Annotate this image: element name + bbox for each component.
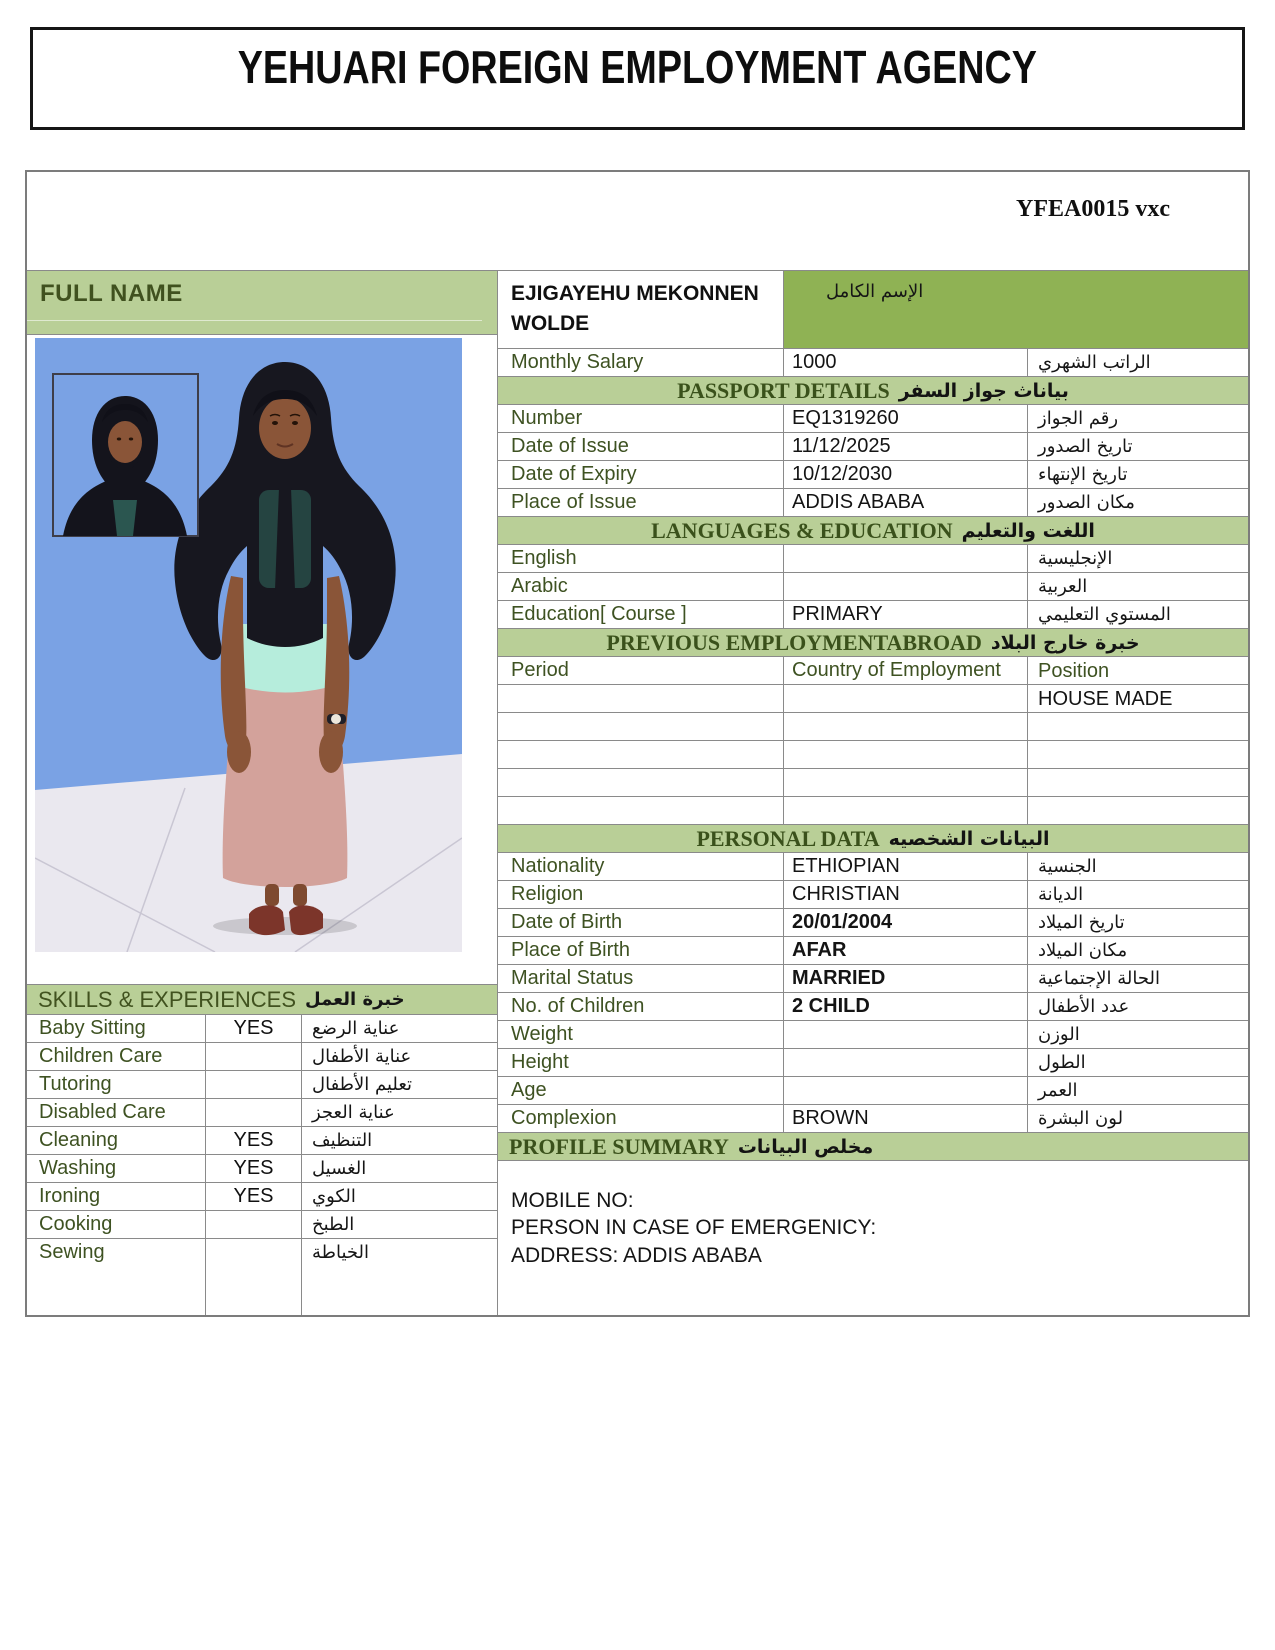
skills-section-header bbox=[27, 984, 497, 1014]
personal-data-title-arabic: البيانات الشخصيه bbox=[888, 827, 1050, 850]
personal-field-value: 2 CHILD bbox=[783, 993, 1027, 1020]
language-value bbox=[783, 545, 1027, 572]
personal-field-value: BROWN bbox=[783, 1105, 1027, 1132]
column-country: Country of Employment bbox=[783, 657, 1027, 684]
skill-value bbox=[205, 1211, 301, 1238]
details-column bbox=[497, 270, 1248, 1315]
previous-employment-row bbox=[498, 684, 1248, 712]
languages-section-title: LANGUAGES & EDUCATION bbox=[651, 517, 953, 543]
personal-field-label: Weight bbox=[511, 1023, 573, 1045]
personal-field-label: Height bbox=[511, 1051, 569, 1073]
full-name-row bbox=[498, 271, 1248, 348]
personal-field-label: Religion bbox=[511, 883, 584, 905]
skill-row bbox=[27, 1014, 497, 1042]
personal-field-label-arabic: الحالة الإجتماعية bbox=[1027, 965, 1248, 992]
personal-field-value: ETHIOPIAN bbox=[783, 853, 1027, 880]
language-row bbox=[498, 572, 1248, 600]
language-label: Arabic bbox=[511, 575, 568, 597]
passport-field-label: Date of Expiry bbox=[511, 463, 637, 485]
previous-employment-row bbox=[498, 796, 1248, 824]
skill-label: Sewing bbox=[39, 1241, 105, 1263]
passport-field-label-arabic: تاريخ الصدور bbox=[1027, 433, 1248, 460]
personal-field-value: MARRIED bbox=[783, 965, 1027, 992]
monthly-salary-label-arabic: الراتب الشهري bbox=[1027, 349, 1248, 376]
personal-field-label-arabic: الطول bbox=[1027, 1049, 1248, 1076]
summary-mobile-line: MOBILE NO: bbox=[511, 1189, 634, 1212]
previous-employment-columns bbox=[498, 656, 1248, 684]
skill-value bbox=[205, 1239, 301, 1315]
passport-section-title: PASSPORT DETAILS bbox=[677, 377, 890, 403]
monthly-salary-row bbox=[498, 348, 1248, 376]
full-name-cell-divider bbox=[27, 320, 482, 321]
personal-field-label: No. of Children bbox=[511, 995, 645, 1017]
skill-value: YES bbox=[205, 1183, 301, 1210]
column-position: Position bbox=[1027, 657, 1248, 684]
skills-title: SKILLS & EXPERIENCES bbox=[38, 986, 296, 1012]
passport-field-label-arabic: رقم الجواز bbox=[1027, 405, 1248, 432]
summary-emergency-line: PERSON IN CASE OF EMERGENICY: bbox=[511, 1216, 877, 1240]
skill-label-arabic: الغسيل bbox=[301, 1155, 497, 1182]
agency-header-box bbox=[30, 27, 1245, 130]
personal-field-label-arabic: الجنسية bbox=[1027, 853, 1248, 880]
personal-field-value: AFAR bbox=[783, 937, 1027, 964]
candidate-headshot-inset bbox=[53, 374, 198, 536]
employment-country bbox=[783, 797, 1027, 824]
personal-field-value: CHRISTIAN bbox=[783, 881, 1027, 908]
personal-data-row bbox=[498, 964, 1248, 992]
skill-label-arabic: عناية الأطفال bbox=[301, 1043, 497, 1070]
skill-label-arabic: الطبخ bbox=[301, 1211, 497, 1238]
personal-field-label-arabic: الوزن bbox=[1027, 1021, 1248, 1048]
personal-data-row bbox=[498, 1076, 1248, 1104]
skill-label: Disabled Care bbox=[39, 1101, 166, 1123]
candidate-photo bbox=[35, 338, 462, 952]
previous-employment-title-arabic: خبرة خارج البلاد bbox=[990, 631, 1140, 654]
employment-position bbox=[1027, 713, 1248, 740]
skill-label: Cleaning bbox=[39, 1129, 118, 1151]
full-name-label-arabic: الإسم الكامل bbox=[783, 271, 1248, 348]
previous-employment-title: PREVIOUS EMPLOYMENTABROAD bbox=[606, 629, 982, 655]
skill-label: Ironing bbox=[39, 1185, 101, 1207]
employment-period bbox=[498, 741, 783, 768]
language-label-arabic: العربية bbox=[1027, 573, 1248, 600]
previous-employment-row bbox=[498, 740, 1248, 768]
language-value bbox=[783, 573, 1027, 600]
skill-row bbox=[27, 1182, 497, 1210]
passport-field-label: Place of Issue bbox=[511, 491, 637, 513]
agency-title: YEHUARI FOREIGN EMPLOYMENT AGENCY bbox=[237, 41, 1038, 93]
skill-label: Tutoring bbox=[39, 1073, 112, 1095]
personal-field-label: Marital Status bbox=[511, 967, 634, 989]
passport-field-label-arabic: مكان الصدور bbox=[1027, 489, 1248, 516]
profile-summary-body bbox=[498, 1160, 1248, 1315]
employment-position bbox=[1027, 769, 1248, 796]
skill-label-arabic: تعليم الأطفال bbox=[301, 1071, 497, 1098]
skill-row bbox=[27, 1042, 497, 1070]
skill-value bbox=[205, 1043, 301, 1070]
personal-field-label: Date of Birth bbox=[511, 911, 623, 933]
passport-field-value: 10/12/2030 bbox=[783, 461, 1027, 488]
full-name-value: EJIGAYEHU MEKONNEN WOLDE bbox=[511, 282, 759, 336]
personal-data-row bbox=[498, 880, 1248, 908]
skill-label-arabic: الخياطة bbox=[301, 1239, 497, 1315]
employment-country bbox=[783, 713, 1027, 740]
skill-label-arabic: التنظيف bbox=[301, 1127, 497, 1154]
previous-employment-section-header bbox=[498, 628, 1248, 656]
personal-data-row bbox=[498, 1104, 1248, 1132]
language-label-arabic: الإنجليسية bbox=[1027, 545, 1248, 572]
personal-data-row bbox=[498, 1020, 1248, 1048]
skill-label-arabic: عناية الرضع bbox=[301, 1015, 497, 1042]
language-row bbox=[498, 544, 1248, 572]
candidate-photo-graphic bbox=[35, 338, 462, 952]
skill-value: YES bbox=[205, 1127, 301, 1154]
personal-field-label-arabic: مكان الميلاد bbox=[1027, 937, 1248, 964]
personal-data-row bbox=[498, 852, 1248, 880]
education-label-arabic: المستوي التعليمي bbox=[1027, 601, 1248, 628]
skill-row bbox=[27, 1238, 497, 1315]
education-label: Education[ Course ] bbox=[511, 603, 687, 625]
passport-row bbox=[498, 404, 1248, 432]
personal-field-label: Place of Birth bbox=[511, 939, 630, 961]
passport-field-label: Number bbox=[511, 407, 583, 429]
summary-address-line: ADDRESS: ADDIS ABABA bbox=[511, 1243, 762, 1267]
personal-field-label-arabic: الديانة bbox=[1027, 881, 1248, 908]
skill-row bbox=[27, 1126, 497, 1154]
passport-section-title-arabic: بياناث جواز السفر bbox=[898, 379, 1069, 402]
employment-position bbox=[1027, 741, 1248, 768]
previous-employment-row bbox=[498, 712, 1248, 740]
employment-position: HOUSE MADE bbox=[1027, 685, 1248, 712]
passport-row bbox=[498, 432, 1248, 460]
personal-data-title: PERSONAL DATA bbox=[696, 825, 880, 851]
full-name-header-cell bbox=[27, 270, 497, 335]
personal-field-label-arabic: العمر bbox=[1027, 1077, 1248, 1104]
employment-country bbox=[783, 685, 1027, 712]
personal-field-label-arabic: لون البشرة bbox=[1027, 1105, 1248, 1132]
personal-field-value bbox=[783, 1077, 1027, 1104]
skill-label: Cooking bbox=[39, 1213, 113, 1235]
employment-period bbox=[498, 797, 783, 824]
personal-data-row bbox=[498, 1048, 1248, 1076]
skill-row bbox=[27, 1070, 497, 1098]
skill-row bbox=[27, 1154, 497, 1182]
employment-period bbox=[498, 713, 783, 740]
passport-field-label-arabic: تاريخ الإنتهاء bbox=[1027, 461, 1248, 488]
personal-data-row bbox=[498, 908, 1248, 936]
skill-label: Children Care bbox=[39, 1045, 163, 1067]
language-label: English bbox=[511, 547, 577, 569]
personal-field-label-arabic: تاريخ الميلاد bbox=[1027, 909, 1248, 936]
employment-period bbox=[498, 769, 783, 796]
employment-country bbox=[783, 741, 1027, 768]
skill-value: YES bbox=[205, 1015, 301, 1042]
skill-label-arabic: الكوي bbox=[301, 1183, 497, 1210]
biodata-table bbox=[25, 170, 1250, 1317]
education-value: PRIMARY bbox=[783, 601, 1027, 628]
personal-field-label-arabic: عدد الأطفال bbox=[1027, 993, 1248, 1020]
skill-value bbox=[205, 1099, 301, 1126]
passport-row bbox=[498, 460, 1248, 488]
personal-data-row bbox=[498, 936, 1248, 964]
languages-section-header bbox=[498, 516, 1248, 544]
personal-field-value bbox=[783, 1021, 1027, 1048]
personal-data-row bbox=[498, 992, 1248, 1020]
skill-value: YES bbox=[205, 1155, 301, 1182]
passport-field-label: Date of Issue bbox=[511, 435, 629, 457]
skills-title-arabic: خبرة العمل bbox=[305, 989, 405, 1010]
personal-data-section-header bbox=[498, 824, 1248, 852]
skill-label: Baby Sitting bbox=[39, 1017, 146, 1039]
passport-field-value: 11/12/2025 bbox=[783, 433, 1027, 460]
personal-field-label: Complexion bbox=[511, 1107, 617, 1129]
passport-field-value: EQ1319260 bbox=[783, 405, 1027, 432]
profile-summary-title-arabic: مخلص البيانات bbox=[737, 1135, 874, 1158]
employment-period bbox=[498, 685, 783, 712]
languages-section-title-arabic: اللغت والتعليم bbox=[961, 519, 1095, 542]
full-name-label: FULL NAME bbox=[40, 280, 183, 307]
skill-row bbox=[27, 1098, 497, 1126]
skill-value bbox=[205, 1071, 301, 1098]
personal-field-value bbox=[783, 1049, 1027, 1076]
passport-section-header bbox=[498, 376, 1248, 404]
previous-employment-row bbox=[498, 768, 1248, 796]
profile-summary-section-header bbox=[498, 1132, 1248, 1160]
passport-field-value: ADDIS ABABA bbox=[783, 489, 1027, 516]
monthly-salary-label: Monthly Salary bbox=[511, 351, 644, 373]
skill-row bbox=[27, 1210, 497, 1238]
skill-label-arabic: عناية العجز bbox=[301, 1099, 497, 1126]
skills-section bbox=[27, 984, 497, 1315]
personal-field-label: Nationality bbox=[511, 855, 605, 877]
education-row bbox=[498, 600, 1248, 628]
reference-code: YFEA0015 vxc bbox=[1016, 196, 1170, 222]
profile-summary-title: PROFILE SUMMARY bbox=[509, 1133, 729, 1159]
personal-field-label: Age bbox=[511, 1079, 547, 1101]
passport-row bbox=[498, 488, 1248, 516]
monthly-salary-value: 1000 bbox=[783, 349, 1027, 376]
skill-label: Washing bbox=[39, 1157, 117, 1179]
column-period: Period bbox=[511, 659, 569, 681]
employment-country bbox=[783, 769, 1027, 796]
personal-field-value: 20/01/2004 bbox=[783, 909, 1027, 936]
employment-position bbox=[1027, 797, 1248, 824]
